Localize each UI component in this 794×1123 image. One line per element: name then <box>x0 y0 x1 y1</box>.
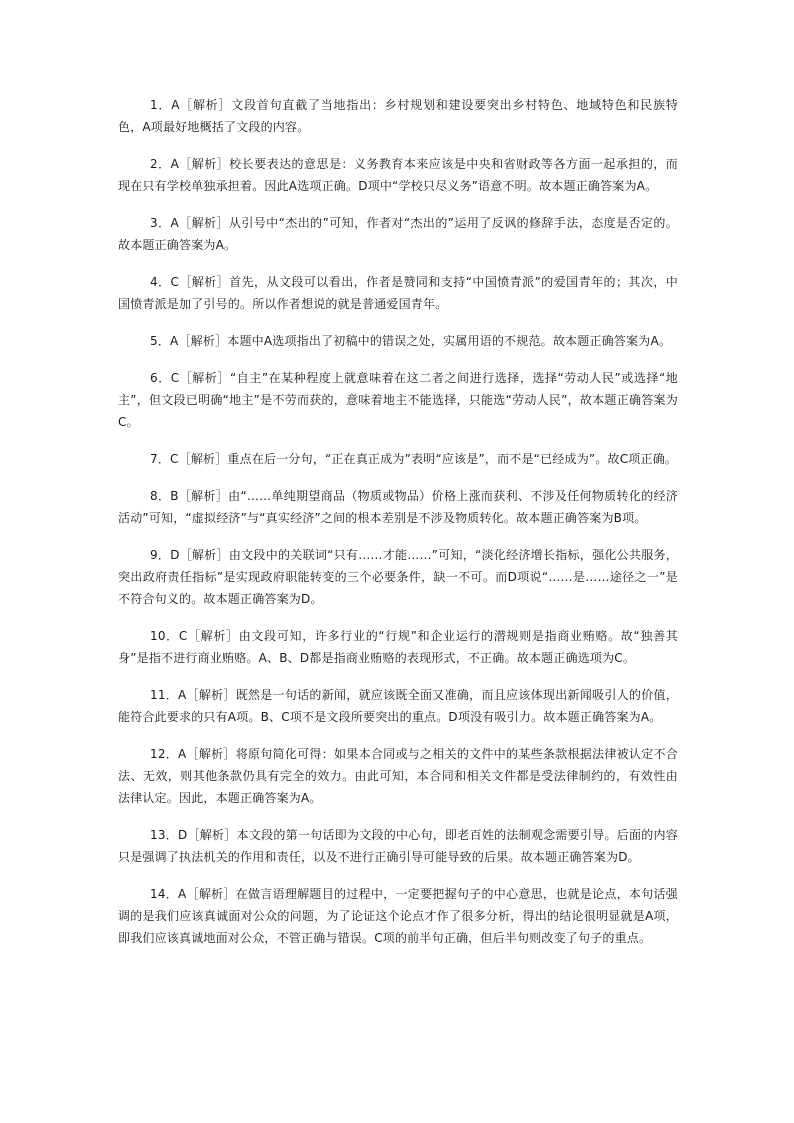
answer-paragraph-7: 7．C［解析］重点在后一分句，“正在真正成为”表明“应该是”，而不是“已经成为”。故C项正确。 <box>150 452 678 466</box>
answer-paragraph-11: 11．A［解析］既然是一句话的新闻，就应该既全面又准确，而且应该体现出新闻吸引人的价值，能符合此要求的只有A项。B、C项不是文段所要突出的重点。D项没有吸引力。故本题正确答案为A。 <box>118 688 678 724</box>
answer-paragraph-2: 2．A［解析］校长要表达的意思是：义务教育本来应该是中央和省财政等各方面一起承担的，而现在只有学校单独承担着。因此A选项正确。D项中“学校只尽义务”语意不明。故本题正确答案为A。 <box>118 157 678 193</box>
answer-paragraph-10: 10．C［解析］由文段可知，许多行业的“行规”和企业运行的潜规则是指商业贿赂。故“独善其身”是指不进行商业贿赂。A、B、D都是指商业贿赂的表现形式，不正确。故本题正确选项为C。 <box>118 629 678 665</box>
answer-paragraph-13: 13．D［解析］本文段的第一句话即为文段的中心句，即老百姓的法制观念需要引导。后面的内容只是强调了执法机关的作用和责任，以及不进行正确引导可能导致的后果。故本题正确答案为D。 <box>118 828 678 864</box>
answer-paragraph-12: 12．A［解析］将原句简化可得：如果本合同或与之相关的文件中的某些条款根据法律被认定不合法、无效，则其他条款仍具有完全的效力。由此可知，本合同和相关文件都是受法律制约的，有效性由法律认定。因此，本题正确答案为A。 <box>118 747 678 805</box>
answer-paragraph-5: 5．A［解析］本题中A选项指出了初稿中的错误之处，实属用语的不规范。故本题正确答案为A。 <box>150 334 672 348</box>
answer-paragraph-3: 3．A［解析］从引号中“杰出的”可知，作者对“杰出的”运用了反讽的修辞手法，态度是否定的。故本题正确答案为A。 <box>118 216 678 252</box>
answer-paragraph-1: 1．A［解析］文段首句直截了当地指出：乡村规划和建设要突出乡村特色、地域特色和民族特色，A项最好地概括了文段的内容。 <box>118 98 678 134</box>
answer-explanations <box>118 94 678 964</box>
answer-paragraph-14: 14．A［解析］在做言语理解题目的过程中，一定要把握句子的中心意思，也就是论点，本句话强调的是我们应该真诚面对公众的问题，为了论证这个论点才作了很多分析，得出的结论很明显就是A项，即我们应该真诚地面对公众，不管正确与错误。C项的前半句正确，但后半句则改变了句子的重点。 <box>118 887 678 945</box>
answer-paragraph-8: 8．B［解析］由“……单纯期望商品（物质或物品）价格上涨而获利、不涉及任何物质转化的经济活动”可知，“虚拟经济”与“真实经济”之间的根本差别是不涉及物质转化。故本题正确答案为B项。 <box>118 489 678 525</box>
answer-paragraph-4: 4．C［解析］首先，从文段可以看出，作者是赞同和支持“中国愤青派”的爱国青年的；其次，中国愤青派是加了引号的。所以作者想说的就是普通爱国青年。 <box>118 275 678 311</box>
answer-paragraph-6: 6．C［解析］“自主”在某种程度上就意味着在这二者之间进行选择，选择“劳动人民”或选择“地主”，但文段已明确“地主”是不劳而获的，意味着地主不能选择，只能选“劳动人民”，故本题正确答案为C。 <box>118 371 678 429</box>
answer-paragraph-9: 9．D［解析］由文段中的关联词“只有……才能……”可知，“淡化经济增长指标，强化公共服务，突出政府责任指标”是实现政府职能转变的三个必要条件，缺一不可。而D项说“……是……途径之一”是不符合句义的。故本题正确答案为D。 <box>118 548 678 606</box>
